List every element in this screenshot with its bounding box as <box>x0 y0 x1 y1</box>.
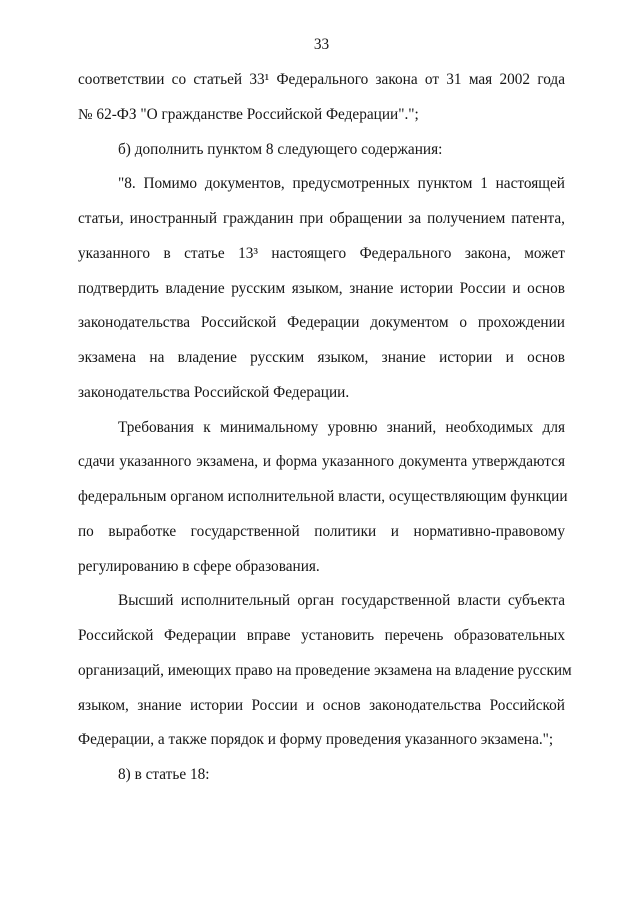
paragraph <box>78 167 565 410</box>
text-line: законодательства Российской Федерации. <box>78 383 350 401</box>
text-line: сдачи указанного экзамена, и форма указанного документа утверждаются <box>78 453 565 471</box>
text-line: федеральным органом исполнительной власти, осуществляющим функции <box>78 488 568 505</box>
text-line: Федерации, а также порядок и форму проведения указанного экзамена."; <box>78 731 554 749</box>
text-line: Требования к минимальному уровню знаний, необходимых для <box>118 418 565 436</box>
paragraph <box>78 63 565 133</box>
document-body <box>78 63 572 793</box>
text-line: экзамена на владение русским языком, знание истории и основ <box>78 349 565 366</box>
paragraph <box>78 584 572 758</box>
text-line: Высший исполнительный орган государственной власти субъекта <box>118 592 565 610</box>
text-line: Российской Федерации вправе установить перечень образовательных <box>78 627 565 644</box>
text-line: законодательства Российской Федерации документом о прохождении <box>78 314 565 332</box>
text-line: 8) в статье 18: <box>118 766 210 783</box>
paragraph <box>78 411 568 585</box>
paragraph <box>78 133 565 168</box>
text-line: языком, знание истории России и основ законодательства Российской <box>78 696 565 714</box>
text-line: № 62-ФЗ "О гражданстве Российской Федерации"."; <box>78 105 419 123</box>
text-line: организаций, имеющих право на проведение экзамена на владение русским <box>78 661 572 679</box>
text-line: статьи, иностранный гражданин при обращении за получением патента, <box>78 210 565 227</box>
page-number: 33 <box>313 36 330 53</box>
paragraph <box>78 758 565 793</box>
text-line: соответствии со статьей 33¹ Федерального закона от 31 мая 2002 года <box>78 71 565 88</box>
text-line: по выработке государственной политики и нормативно-правовому <box>78 522 565 540</box>
text-line: подтвердить владение русским языком, знание истории России и основ <box>78 279 565 297</box>
text-line: регулированию в сфере образования. <box>78 557 320 575</box>
text-line: указанного в статье 13³ настоящего Федерального закона, может <box>78 244 565 262</box>
text-line: "8. Помимо документов, предусмотренных пунктом 1 настоящей <box>118 175 565 193</box>
text-line: б) дополнить пунктом 8 следующего содержания: <box>118 140 443 158</box>
